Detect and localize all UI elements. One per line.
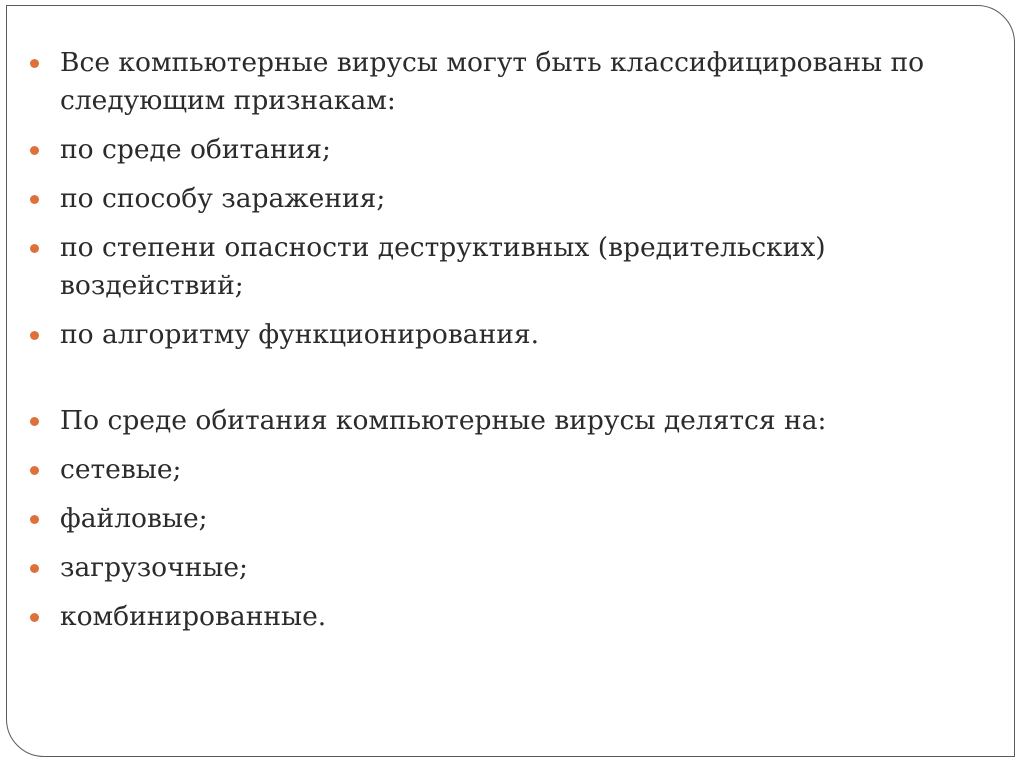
bullet-icon [30,417,39,426]
list-item [28,500,988,538]
bullet-icon [30,515,39,524]
list-item-text: По среде обитания компьютерные вирусы делятся на: [60,405,827,436]
bullet-list [28,44,988,647]
list-item [28,402,988,440]
list-item [28,229,988,305]
list-item-text: по алгоритму функционирования. [60,319,540,350]
list-item-text: Все компьютерные вирусы могут быть классифицированы по следующим признакам: [60,47,925,116]
list-item [28,180,988,218]
list-item-text: сетевые; [60,454,182,485]
list-item [28,549,988,587]
bullet-icon [30,564,39,573]
bullet-icon [30,466,39,475]
list-item [28,451,988,489]
list-item-text: по степени опасности деструктивных (вредительских) воздействий; [60,232,826,301]
list-item-text: загрузочные; [60,552,248,583]
list-item-text: файловые; [60,503,208,534]
bullet-icon [30,195,39,204]
bullet-icon [30,613,39,622]
bullet-icon [30,244,39,253]
bullet-icon [30,331,39,340]
list-item-text: по среде обитания; [60,134,331,165]
list-item-text: комбинированные. [60,601,327,632]
list-item [28,598,988,636]
bullet-icon [30,59,39,68]
list-item [28,316,988,354]
list-item [28,44,988,120]
list-item [28,131,988,169]
list-item-text: по способу заражения; [60,183,386,214]
bullet-icon [30,146,39,155]
